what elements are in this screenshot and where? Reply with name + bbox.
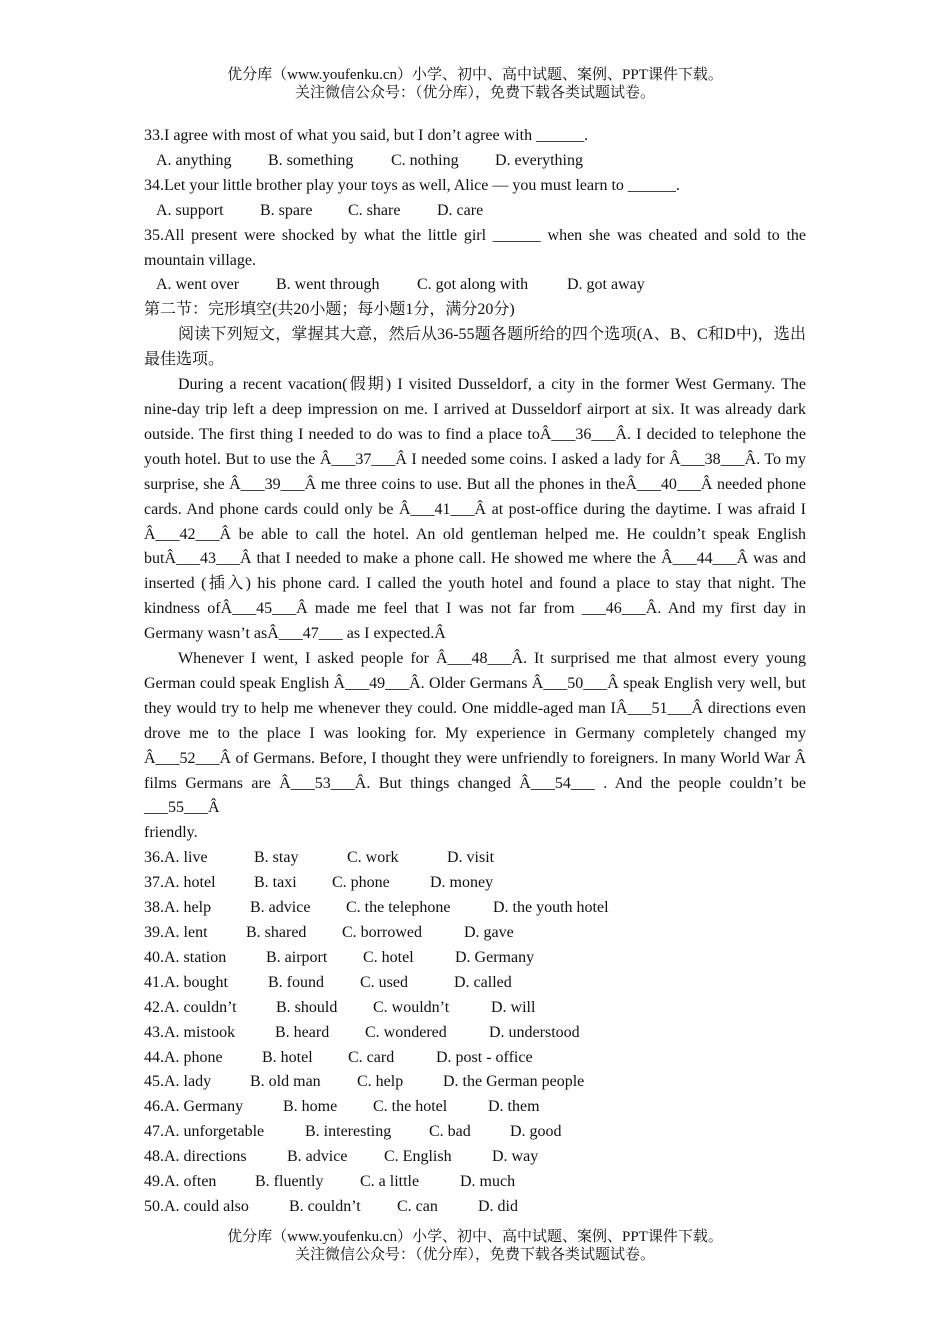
passage-paragraph-2: Whenever I went, I asked people for Â___48___Â. It surprised me that almost every young German could speak English Â___49___Â. Older Germans Â___50___Â speak English very well, but they would try to help me whenever they could. One middle-aged man IÂ___51___Â directions even drove me to the place I was looking for. My experience in Germany completely changed my Â___52___Â of Germans. Before, I thought they were unfriendly to foreigners. In many World War Â films Germans are Â___53___Â. But things changed Â___54___ . And the people couldn’t be ___55___Â bbox=[144, 650, 806, 817]
choice-option-a: A. help bbox=[164, 899, 212, 917]
question-34-options bbox=[144, 199, 806, 224]
choice-number: 39. bbox=[144, 924, 164, 941]
choice-option-c: C. card bbox=[348, 1048, 395, 1066]
choice-option-d: D. the youth hotel bbox=[493, 899, 609, 917]
choice-option-b: B. hotel bbox=[262, 1048, 313, 1066]
choice-option-b: B. interesting bbox=[305, 1123, 392, 1141]
header-line-2: 关注微信公众号：（优分库），免费下载各类试题试卷。 bbox=[294, 85, 655, 101]
choice-row bbox=[144, 1095, 806, 1120]
answer-choices-list bbox=[144, 846, 806, 1220]
choice-row bbox=[144, 946, 806, 971]
choice-row bbox=[144, 1195, 806, 1220]
choice-option-a: A. bought bbox=[164, 973, 228, 991]
q34-option-b: B. spare bbox=[260, 201, 313, 219]
choice-option-b: B. old man bbox=[250, 1073, 321, 1091]
choice-option-b: B. found bbox=[268, 973, 324, 991]
q33-option-c: C. nothing bbox=[391, 151, 459, 169]
header-line-1: 优分库（www.youfenku.cn）小学、初中、高中试题、案例、PPT课件下载。 bbox=[227, 67, 723, 83]
choice-option-b: B. airport bbox=[266, 948, 328, 966]
choice-row bbox=[144, 1120, 806, 1145]
question-35-stem: 35.All present were shocked by what the little girl ______ when she was cheated and sold to the mountain village. bbox=[144, 226, 806, 269]
choice-option-b: B. should bbox=[276, 998, 338, 1016]
section-title: 第二节：完形填空(共20小题；每小题1分，满分20分) bbox=[144, 301, 515, 319]
choice-option-a: A. live bbox=[164, 849, 208, 867]
choice-option-d: D. money bbox=[430, 874, 494, 892]
choice-option-c: C. wondered bbox=[365, 1023, 447, 1041]
choice-option-c: C. English bbox=[384, 1148, 452, 1166]
choice-row bbox=[144, 1070, 806, 1095]
passage-paragraph-2-end: friendly. bbox=[144, 824, 198, 842]
choice-option-c: C. used bbox=[360, 973, 408, 991]
question-34-stem: 34.Let your little brother play your toys as well, Alice — you must learn to ______. bbox=[144, 176, 680, 194]
choice-option-d: D. did bbox=[478, 1197, 518, 1215]
choice-row bbox=[144, 1021, 806, 1046]
choice-option-b: B. taxi bbox=[254, 874, 297, 892]
choice-option-a: A. could also bbox=[164, 1197, 249, 1215]
choice-option-a: A. station bbox=[164, 948, 227, 966]
choice-option-d: D. good bbox=[510, 1123, 562, 1141]
choice-option-c: C. borrowed bbox=[342, 924, 422, 941]
choice-option-a: A. phone bbox=[164, 1048, 223, 1066]
q33-option-a: A. anything bbox=[156, 151, 232, 169]
choice-option-a: A. couldn’t bbox=[164, 998, 237, 1016]
q33-option-b: B. something bbox=[268, 151, 354, 169]
choice-number: 50. bbox=[144, 1197, 164, 1215]
choice-row bbox=[144, 1046, 806, 1071]
choice-option-d: D. will bbox=[491, 998, 536, 1016]
choice-option-b: B. home bbox=[283, 1098, 338, 1116]
choice-number: 42. bbox=[144, 998, 164, 1016]
choice-option-c: C. hotel bbox=[363, 948, 414, 966]
choice-option-c: C. phone bbox=[332, 874, 390, 892]
choice-number: 47. bbox=[144, 1123, 164, 1141]
choice-row bbox=[144, 871, 806, 896]
choice-option-d: D. post - office bbox=[436, 1048, 533, 1066]
choice-option-d: D. them bbox=[488, 1098, 540, 1116]
choice-option-b: B. advice bbox=[250, 899, 311, 917]
choice-row bbox=[144, 896, 806, 921]
q35-option-a: A. went over bbox=[156, 276, 240, 294]
q33-option-d: D. everything bbox=[495, 151, 583, 169]
choice-number: 37. bbox=[144, 874, 164, 892]
question-33-stem: 33.I agree with most of what you said, but I don’t agree with ______. bbox=[144, 127, 589, 144]
q34-option-d: D. care bbox=[437, 201, 484, 219]
choice-option-d: D. visit bbox=[447, 849, 495, 867]
choice-option-d: D. the German people bbox=[443, 1073, 585, 1091]
footer-line-2: 关注微信公众号：（优分库），免费下载各类试题试卷。 bbox=[294, 1247, 655, 1263]
choice-option-b: B. shared bbox=[246, 924, 307, 941]
choice-option-b: B. stay bbox=[254, 849, 299, 867]
page-header bbox=[0, 66, 950, 102]
section-instruction: 阅读下列短文，掌握其大意，然后从36-55题各题所给的四个选项(A、B、C和D中)，选出最佳选项。 bbox=[144, 326, 806, 369]
choice-option-d: D. called bbox=[454, 973, 512, 991]
choice-number: 45. bbox=[144, 1073, 164, 1091]
q35-option-d: D. got away bbox=[567, 276, 645, 294]
choice-row bbox=[144, 921, 806, 946]
question-33-options bbox=[144, 149, 806, 174]
choice-option-c: C. bad bbox=[429, 1123, 471, 1141]
choice-option-a: A. often bbox=[164, 1173, 217, 1191]
question-35-options bbox=[144, 273, 806, 298]
choice-number: 49. bbox=[144, 1173, 164, 1191]
document-body bbox=[144, 124, 806, 1220]
q35-option-c: C. got along with bbox=[417, 276, 529, 294]
choice-number: 41. bbox=[144, 973, 164, 991]
footer-line-1: 优分库（www.youfenku.cn）小学、初中、高中试题、案例、PPT课件下载。 bbox=[227, 1229, 723, 1245]
q35-option-b: B. went through bbox=[276, 276, 380, 294]
q34-option-c: C. share bbox=[348, 201, 401, 219]
choice-number: 44. bbox=[144, 1048, 164, 1066]
choice-row bbox=[144, 971, 806, 996]
choice-option-c: C. the hotel bbox=[373, 1098, 448, 1116]
choice-option-c: C. wouldn’t bbox=[373, 998, 450, 1016]
choice-number: 38. bbox=[144, 899, 164, 917]
choice-row bbox=[144, 846, 806, 871]
choice-number: 43. bbox=[144, 1023, 164, 1041]
choice-number: 36. bbox=[144, 849, 164, 867]
choice-option-b: B. heard bbox=[275, 1023, 330, 1041]
choice-option-c: C. work bbox=[347, 849, 399, 867]
choice-number: 40. bbox=[144, 948, 164, 966]
choice-option-d: D. Germany bbox=[455, 948, 535, 966]
choice-option-c: C. a little bbox=[360, 1173, 420, 1191]
choice-option-a: A. unforgetable bbox=[164, 1123, 265, 1141]
passage-paragraph-1: During a recent vacation(假期) I visited Dusseldorf, a city in the former West Germany. The nine-day trip left a deep impression on me. I arrived at Dusseldorf airport at six. It was already dark outside. The first thing I needed to do was to find a place toÂ___36___Â. I decided to telephone the youth hotel. But to use the Â___37___Â I needed some coins. I asked a lady for Â___38___Â. To my surprise, she Â___39___Â me three coins to use. But all the phones in theÂ___40___Â needed phone cards. And phone cards could only be Â___41___Â at post-office during the daytime. I was afraid I Â___42___Â be able to call the hotel. An old gentleman helped me. He couldn’t speak English butÂ___43___Â that I needed to make a phone call. He showed me where the Â___44___Â was and inserted (插入) his phone card. I called the youth hotel and found a place to stay that night. The kindness ofÂ___45___Â made me feel that I was not far from ___46___Â. And my first day in Germany wasn’t asÂ___47___ as I expected.Â bbox=[144, 376, 806, 643]
choice-option-b: B. couldn’t bbox=[289, 1197, 361, 1215]
page-footer bbox=[0, 1228, 950, 1264]
choice-option-a: A. hotel bbox=[164, 874, 216, 892]
choice-row bbox=[144, 996, 806, 1021]
choice-option-a: A. lady bbox=[164, 1073, 212, 1091]
choice-option-c: C. the telephone bbox=[346, 899, 451, 917]
choice-option-a: A. directions bbox=[164, 1148, 247, 1166]
choice-option-d: D. much bbox=[460, 1173, 516, 1191]
choice-option-c: C. can bbox=[397, 1197, 438, 1215]
choice-number: 46. bbox=[144, 1098, 164, 1116]
choice-option-a: A. lent bbox=[164, 924, 208, 941]
choice-option-c: C. help bbox=[357, 1073, 404, 1091]
choice-option-a: A. Germany bbox=[164, 1098, 244, 1116]
choice-number: 48. bbox=[144, 1148, 164, 1166]
choice-row bbox=[144, 1145, 806, 1170]
choice-option-a: A. mistook bbox=[164, 1023, 236, 1041]
q34-option-a: A. support bbox=[156, 201, 224, 219]
choice-option-d: D. way bbox=[492, 1148, 539, 1166]
choice-option-b: B. advice bbox=[287, 1148, 348, 1166]
choice-row bbox=[144, 1170, 806, 1195]
choice-option-d: D. understood bbox=[489, 1023, 580, 1041]
choice-option-d: D. gave bbox=[464, 924, 514, 941]
choice-option-b: B. fluently bbox=[255, 1173, 324, 1191]
